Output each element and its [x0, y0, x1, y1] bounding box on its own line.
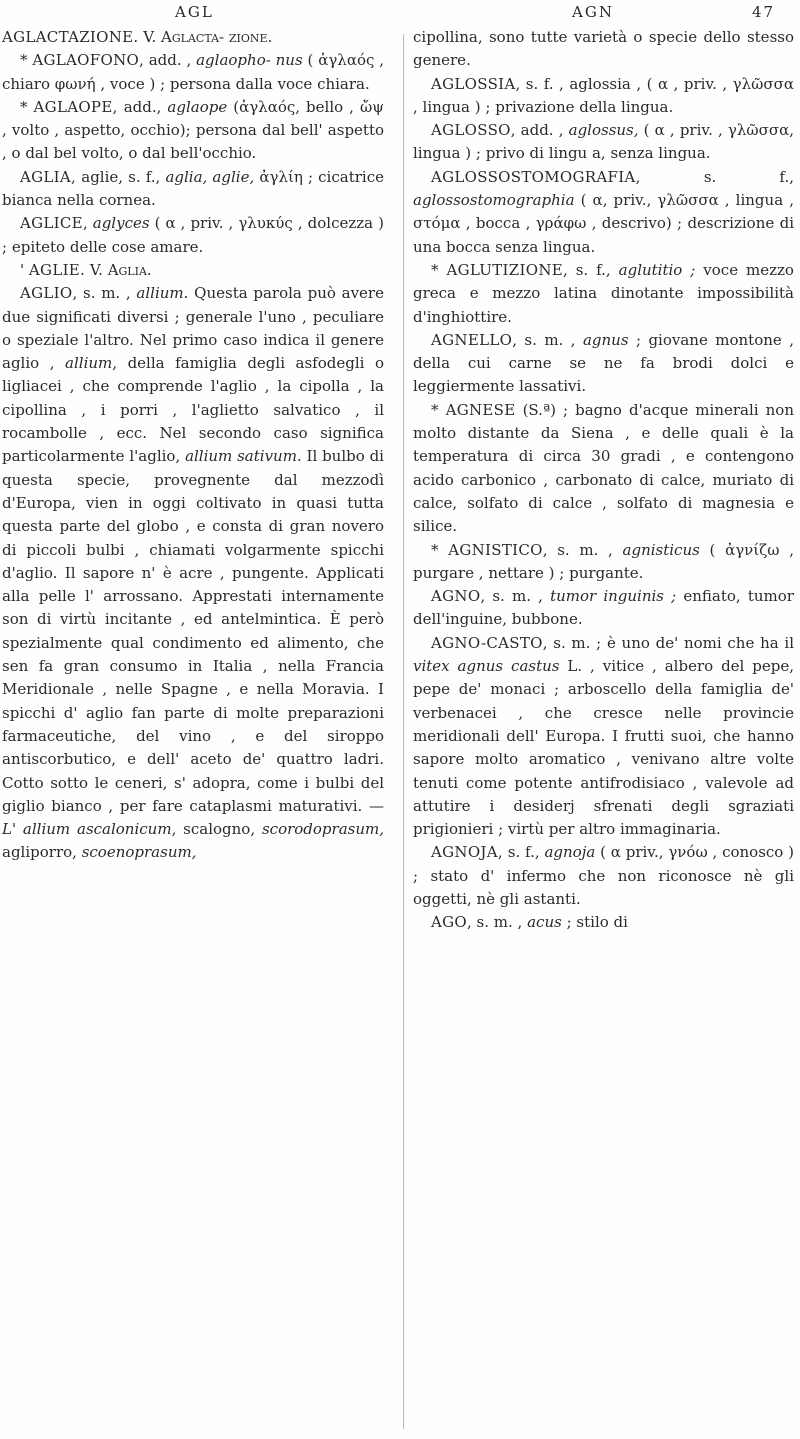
- latin-term: aglaopho- nus: [196, 51, 303, 70]
- left-column: [0, 26, 384, 865]
- entry-aglactazione: [2, 26, 384, 49]
- definition: persona dalla voce chiara.: [169, 74, 370, 93]
- grammar-note: s. f.,: [703, 167, 794, 186]
- left-running-head: AGL: [175, 3, 214, 21]
- definition-part: Il bulbo di questa specie, provegnente dal mezzodì d'Europa, vien in oggi coltivato in quasi tutta questa parte del globo , e consta di gran novero di piccoli bulbi , chiamati volgarmente spicchi d'aglio. Il sapore n' è acre , pungente. Applicati alla pelle l' arrossano. Apprestati internamente son di virtù incitante , ed antelmintica. È però spezialmente qual condimento ed alimento, che sen fa gran consumo in Italia , nella Francia Meridionale , nelle Spagne , e nella Moravia. I spicchi d' aglio fan parte di molte preparazioni farmaceutiche, del vino , e del siroppo antiscorbutico, e dell' aceto de' quattro ladri. Cotto sotto le ceneri, s' adopra, come i bulbi del giglio bianco , per fare cataplasmi maturativi. —: [2, 447, 384, 815]
- etymology: ( α priv., γνόω , conosco ) ;: [413, 843, 795, 885]
- etymology: ( α , priv. , γλῶσσα, lingua ) ;: [413, 121, 794, 163]
- right-column: [413, 26, 794, 935]
- latin-term: scorodoprasum,: [261, 820, 384, 839]
- grammar-note: aglie, s. f.,: [81, 167, 161, 186]
- entry-aglaope: [2, 96, 384, 166]
- etymology: ( ἀγλαός , chiaro φωνή , voce ) ;: [2, 51, 384, 93]
- latin-term: agnoja: [544, 843, 596, 862]
- headword: AGLIA,: [20, 167, 77, 186]
- grammar-note: , s. m. ,: [480, 587, 543, 606]
- entry-ago: [413, 911, 794, 934]
- entry-aglutizione: [413, 259, 794, 329]
- definition: descrizione di una bocca senza lingua.: [413, 214, 794, 256]
- grammar-note: , s. m. ;: [542, 633, 602, 652]
- headword: AGLIO: [20, 284, 73, 303]
- grammar-note: ,: [82, 214, 88, 233]
- definition-part: , della famiglia degli asfodegli o ligliacei , che comprende l'aglio , la cipolla , la cipollina , i porri , l'aglietto salvatico , il rocambolle , ecc. Nel secondo caso significa particolarmente l'aglio,: [2, 354, 384, 466]
- latin-term: allium.: [136, 284, 189, 303]
- headword: AGLOSSO: [431, 121, 511, 140]
- headword: AGNO: [431, 587, 481, 606]
- entry-aglia: [2, 166, 384, 213]
- headword: AGLUTIZIONE: [446, 260, 564, 279]
- entry-aglio: [2, 282, 384, 864]
- grammar-note: (S.ª) ;: [522, 400, 569, 419]
- headword: AGNOJA,: [431, 843, 503, 862]
- definition-part: è uno de' nomi che ha il: [606, 633, 794, 652]
- asterisk: *: [431, 400, 439, 419]
- definition-part: agliporro,: [2, 843, 77, 862]
- entry-agnese: [413, 399, 794, 539]
- latin-term: tumor inguinis ;: [550, 587, 677, 606]
- definition-part: , scalogno,: [171, 820, 256, 839]
- definition: ; stilo di: [566, 913, 628, 932]
- grammar-note: , add. ,: [139, 51, 192, 70]
- headword: AGLAOFONO: [32, 51, 140, 70]
- headword: AGNISTICO: [448, 540, 543, 559]
- definition: ; giovane montone , della cui carne se ne fa brodi dolci e leggiermente lassativi.: [413, 330, 794, 396]
- grammar-note: , add. ,: [510, 121, 564, 140]
- grammar-note: , s. m. ,: [72, 284, 131, 303]
- latin-term: aglaope: [167, 97, 228, 116]
- definition: persona dal bell' aspetto , o dal bel volto, o dal bell'occhio.: [2, 121, 385, 163]
- grammar-note: , s. m. ,: [512, 330, 576, 349]
- entry-aglie: [2, 259, 384, 282]
- latin-term: scoenoprasum,: [81, 843, 197, 862]
- continued-text: cipollina, sono tutte varietà o specie dello stesso genere.: [413, 28, 794, 70]
- grammar-note: add.,: [123, 97, 162, 116]
- latin-term: allium sativum.: [185, 447, 302, 466]
- etymology: ( α , priv. , γλῶσσα , lingua ) ;: [413, 74, 794, 116]
- grammar-note: , s. f. , aglossia ,: [515, 74, 642, 93]
- definition: purgante.: [569, 563, 644, 582]
- page-number: 47: [752, 3, 776, 21]
- definition: cicatrice bianca nella cornea.: [2, 167, 384, 210]
- asterisk: ': [20, 260, 25, 279]
- entry-aglosso: [413, 119, 794, 166]
- latin-term: aglyces: [92, 214, 150, 233]
- entry-agnoja: [413, 841, 794, 911]
- asterisk: *: [431, 260, 439, 279]
- etymology: (ἀγλαός, bello , ὤψ , volto , aspetto, occhio);: [2, 97, 384, 140]
- headword: AGLOSSOSTOMOGRAFIA,: [431, 167, 641, 186]
- headword: AGLOSSIA: [431, 74, 516, 93]
- grammar-note: , s. f.,: [563, 260, 611, 279]
- see-label: V.: [143, 28, 157, 46]
- cross-reference: Aglacta- zione.: [161, 28, 273, 46]
- headword: AGNELLO: [431, 330, 513, 349]
- etymology: ( ἀγνίζω , purgare , nettare ) ;: [413, 540, 794, 582]
- asterisk: *: [20, 51, 28, 70]
- cross-reference: Aglia.: [107, 260, 152, 279]
- etymology: ( α , priv. , γλυκύς , dolcezza ) ;: [2, 214, 384, 256]
- latin-term: vitex agnus castus: [413, 657, 560, 676]
- latin-term: allium: [65, 354, 113, 373]
- latin-term: acus: [527, 913, 562, 932]
- headword: AGNO-CASTO: [431, 633, 543, 652]
- latin-term: aglutitio ;: [618, 260, 696, 279]
- right-running-head: AGN: [572, 3, 614, 21]
- latin-term: aglia, aglie,: [165, 167, 255, 186]
- entry-agnistico: [413, 539, 794, 586]
- etymology: ( α, priv., γλῶσσα , lingua , στόμα , bocca , γράφω , descrivo) ;: [413, 191, 794, 233]
- entry-aglice: [2, 212, 384, 259]
- definition: stato d' infermo che non riconosce nè gli oggetti, nè gli astanti.: [413, 866, 794, 908]
- headword: AGLAOPE,: [33, 97, 118, 116]
- headword: AGLACTAZIONE.: [2, 28, 139, 46]
- definition: bagno d'acque minerali non molto distante da Siena , e delle quali è la temperatura di circa 30 gradi , e contengono acido carbonico , carbonato di calce, muriato di calce, solfato di calce , solfato di magnesia e silice.: [413, 400, 794, 536]
- definition: epiteto delle cose amare.: [11, 237, 204, 256]
- asterisk: *: [431, 540, 439, 559]
- definition: privo di lingu a, senza lingua.: [485, 144, 711, 163]
- latin-term: agnus: [582, 330, 629, 349]
- definition: enfiato, tumor dell'inguine, bubbone.: [413, 587, 794, 629]
- definition: privazione della lingua.: [495, 97, 674, 116]
- grammar-note: , s. m. ,: [542, 540, 613, 559]
- latin-term: L' allium ascalonicum: [2, 820, 172, 839]
- entry-aglossostomografia: [413, 166, 794, 259]
- headword: AGLICE: [20, 214, 83, 233]
- entry-aglaofono: [2, 49, 384, 96]
- entry-aglossia: [413, 73, 794, 120]
- etymology: ἀγλίη ;: [259, 167, 314, 186]
- latin-term: agnisticus: [622, 540, 700, 559]
- grammar-note: , s. m. ,: [467, 913, 523, 932]
- entry-agnello: [413, 329, 794, 399]
- definition: voce mezzo greca e mezzo latina dinotante impossibilità d'inghiottire.: [413, 260, 794, 326]
- latin-term: aglossostomographia: [413, 191, 575, 210]
- definition-part: Questa parola può avere due significati diversi ; generale l'uno , peculiare o speziale l'altro. Nel primo caso indica il genere aglio ,: [2, 284, 384, 373]
- latin-term: aglossus,: [568, 121, 639, 140]
- headword: AGO: [431, 913, 468, 932]
- entry-agno-casto: [413, 632, 794, 842]
- headword: AGLIE.: [28, 260, 86, 279]
- headword: AGNESE: [445, 400, 516, 419]
- column-divider: [403, 34, 404, 1429]
- asterisk: *: [20, 97, 28, 116]
- see-label: V.: [89, 260, 103, 279]
- definition-part: L. , vitice , albero del pepe, pepe de' monaci ; arboscello della famiglia de' verbenacei , che cresce nelle provincie meridionali dell' Europa. I frutti suoi, che hanno sapore molto aromatico , venivano altre volte tenuti come potente antifrodisiaco , valevole ad attutire i desiderj sfrenati degli sgraziati prigionieri ; virtù per altro immaginaria.: [413, 657, 794, 839]
- grammar-note: s. f.,: [507, 843, 540, 862]
- entry-agno: [413, 585, 794, 632]
